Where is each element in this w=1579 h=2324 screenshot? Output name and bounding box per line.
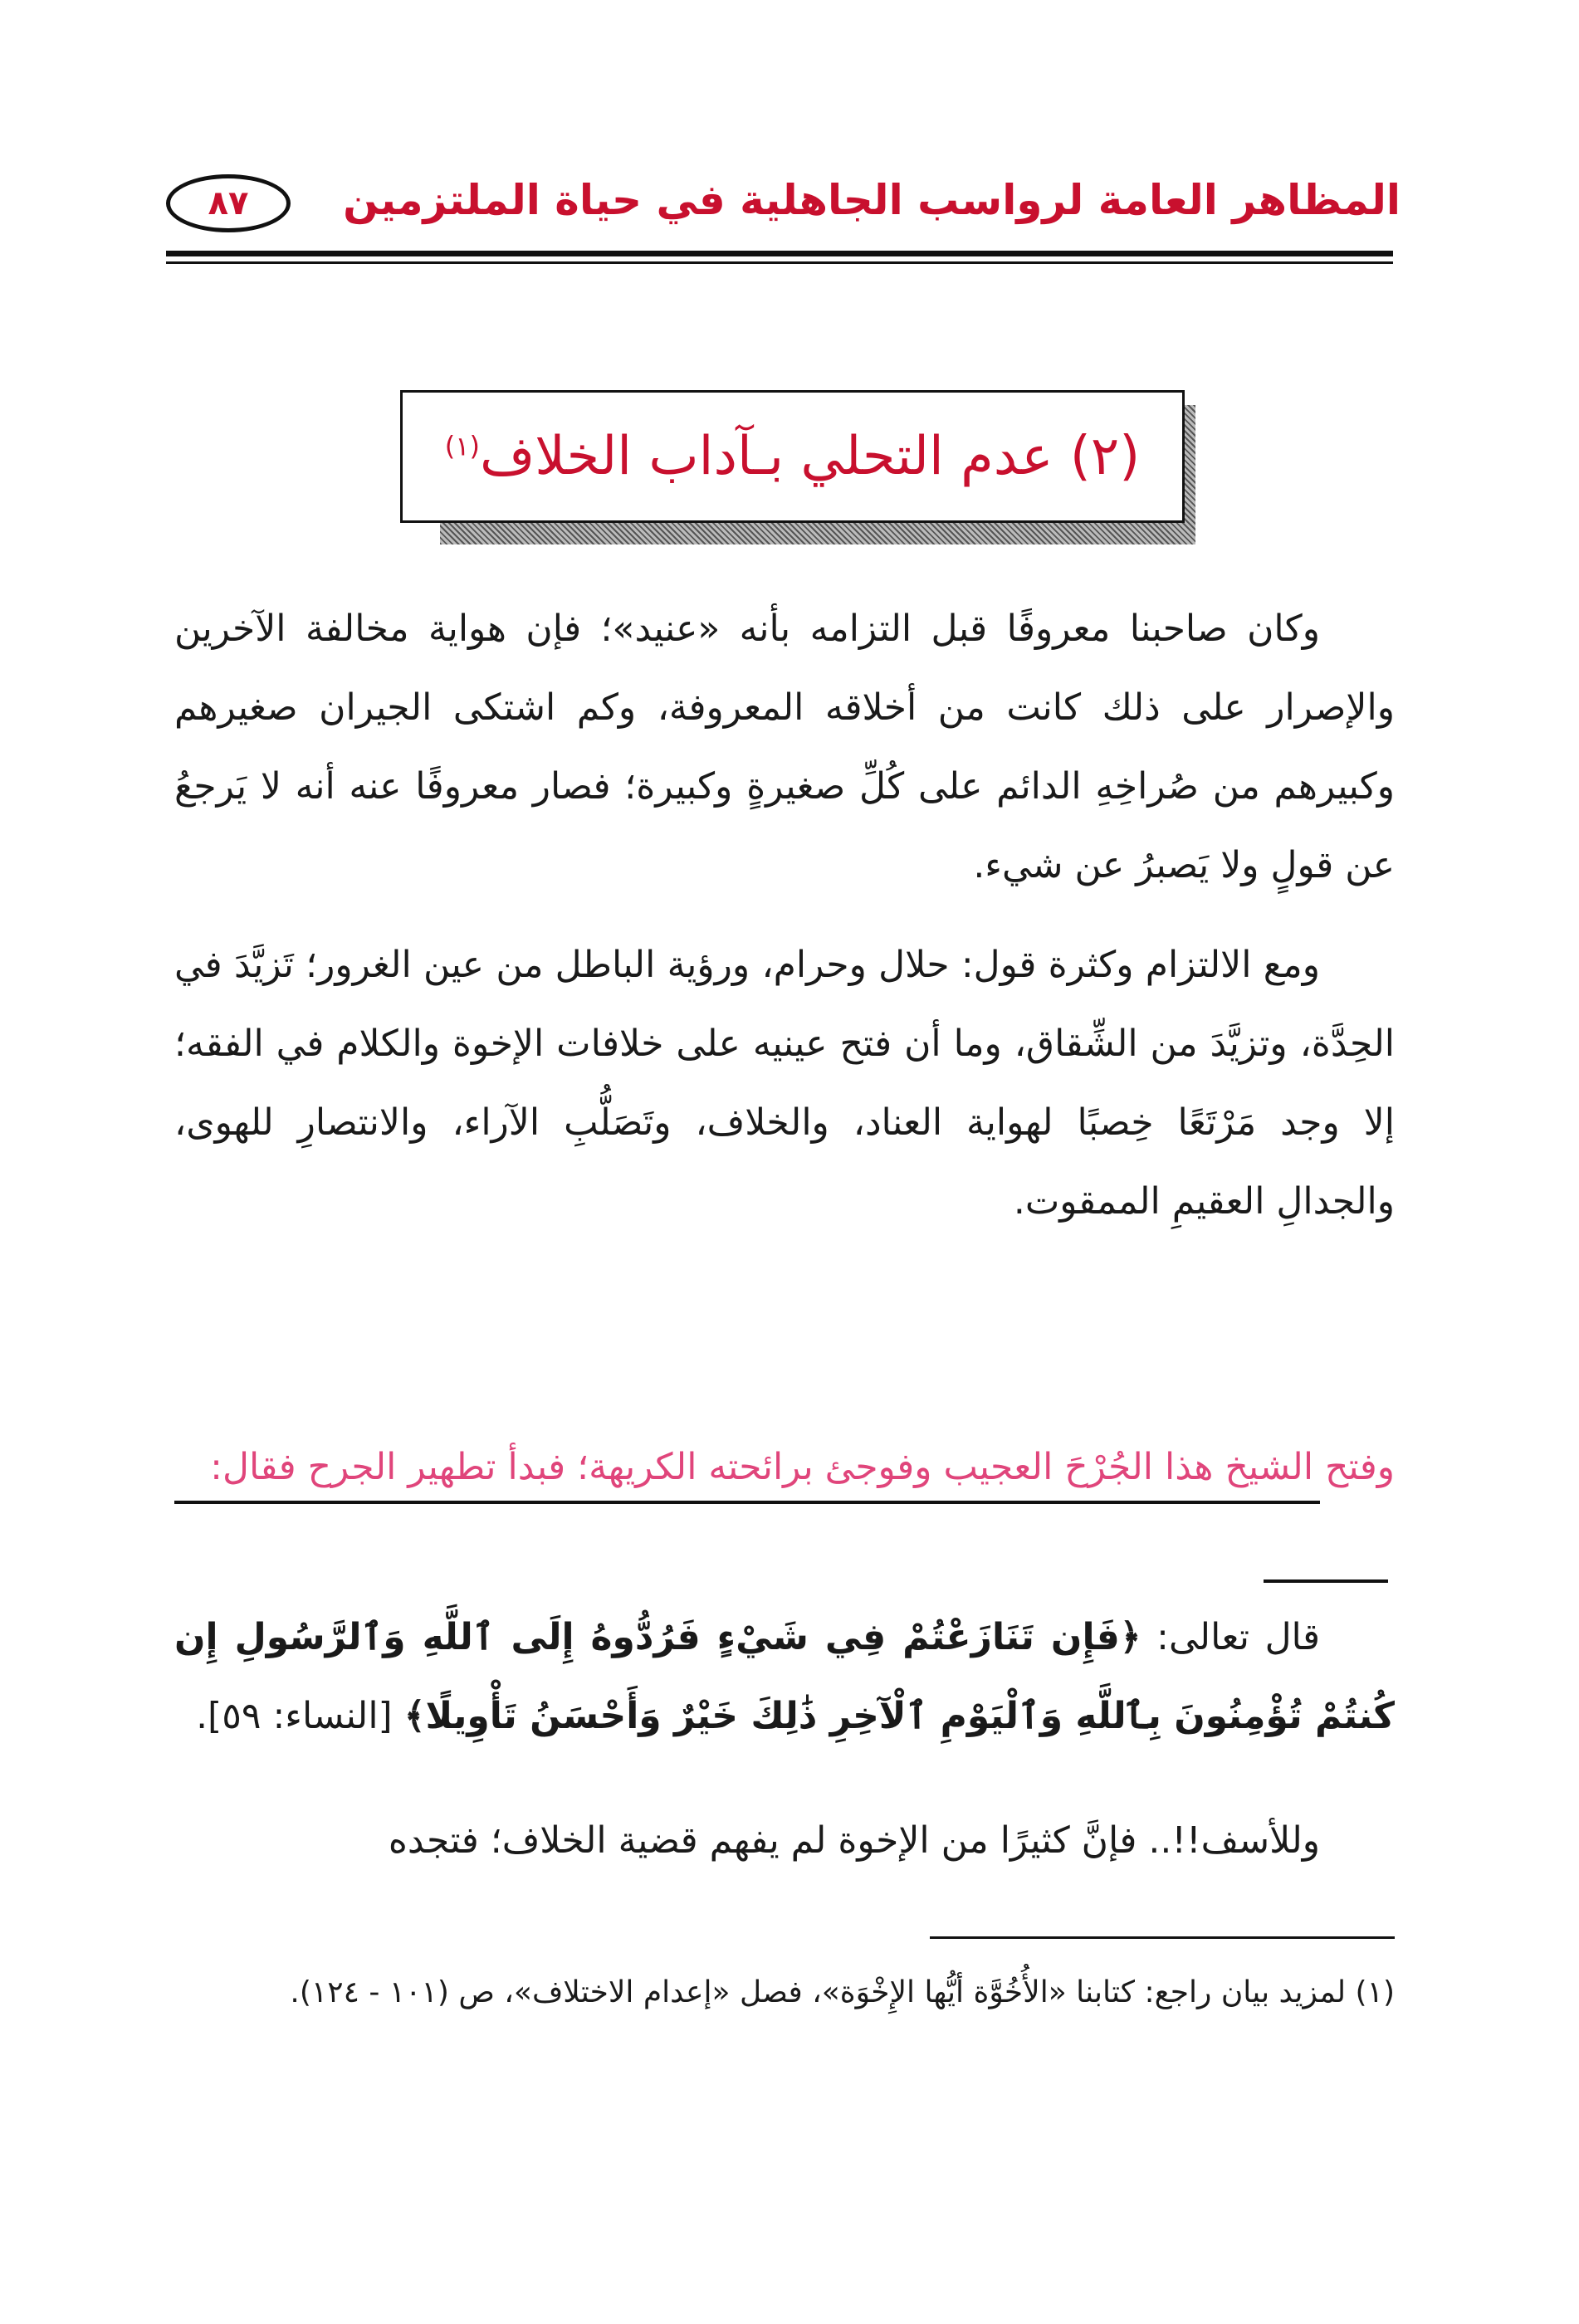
- verse-reference: [النساء: ٥٩].: [196, 1695, 404, 1737]
- annotation-underline: [174, 1501, 1320, 1504]
- annotation-underline: [1264, 1579, 1388, 1583]
- page-number: ٨٧: [208, 184, 249, 222]
- paragraph-4: [174, 1598, 1395, 1755]
- header-rule-thick: [166, 251, 1393, 256]
- header-rule-thin: [166, 261, 1393, 264]
- paragraph-3-annotation: وفتح الشيخ هذا الجُرْحَ العجيب وفوجئ برائحته الكريهة؛ فبدأ تطهير الجرح فقال:: [210, 1446, 1395, 1488]
- footnote: (١) لمزيد بيان راجع: كتابنا «الأُخُوَّة أيُّها الإِخْوَة»، فصل «إعدام الاختلاف»، ص (١٠١ - ١٢٤).: [290, 1975, 1395, 2009]
- paragraph-5: وللأسف!!.. فإنَّ كثيرًا من الإخوة لم يفهم قضية الخلاف؛ فتجده: [388, 1819, 1320, 1862]
- section-title: [445, 426, 1140, 487]
- page-number-oval: [166, 174, 291, 232]
- verse-intro: قال تعالى:: [1141, 1616, 1320, 1658]
- paragraph-1: وكان صاحبنا معروفًا قبل التزامه بأنه «عنيد»؛ فإن هواية مخالفة الآخرين والإصرار على ذلك كانت من أخلاقه المعروفة، وكم اشتكى الجيران صغيرهم وكبيرهم من صُراخِهِ الدائم على كُلِّ صغيرةٍ وكبيرة؛ فصار معروفًا عنه أنه لا يَرجعُ عن قولٍ ولا يَصبرُ عن شيء.: [174, 608, 1395, 886]
- section-footnote-marker: (١): [444, 430, 480, 462]
- running-title: المظاهر العامة لرواسب الجاهلية في حياة الملتزمين: [343, 176, 1401, 224]
- section-title-box: [400, 390, 1185, 523]
- footnote-rule: [930, 1936, 1395, 1939]
- quran-verse: ﴿فَإِن تَنَازَعْتُمْ فِي شَيْءٍ فَرُدُّوهُ إِلَى ٱللَّهِ وَٱلرَّسُولِ إِن كُنتُمْ تُؤْمِنُونَ بِٱللَّهِ وَٱلْيَوْمِ ٱلْآخِرِ ذَٰلِكَ خَيْرٌ وَأَحْسَنُ تَأْوِيلًا﴾: [174, 1616, 1395, 1737]
- paragraph-2: ومع الالتزام وكثرة قول: حلال وحرام، ورؤية الباطل من عين الغرور؛ تَزيَّدَ في الحِدَّة، وتزيَّدَ من الشِّقاق، وما أن فتح عينيه على خلافات الإخوة والكلام في الفقه؛ إلا وجد مَرْتَعًا خِصبًا لهواية العناد، والخلاف، وتَصَلُّبِ الآراء، والانتصارِ للهوى، والجدالِ العقيمِ الممقوت.: [174, 944, 1395, 1223]
- section-title-text: (٢) عدم التحلي بـآداب الخلاف: [479, 426, 1141, 487]
